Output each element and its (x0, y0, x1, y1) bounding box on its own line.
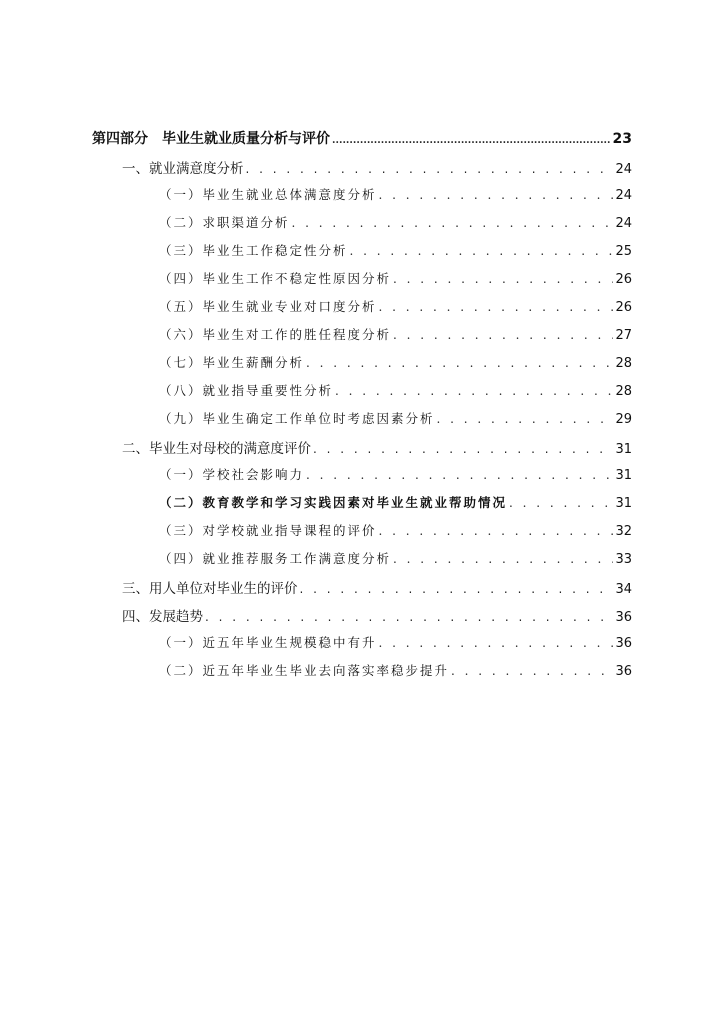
toc-entry[interactable] (122, 577, 632, 597)
toc-entry[interactable] (122, 605, 632, 625)
toc-leader-dots (306, 468, 613, 482)
toc-title: 一、就业满意度分析 (122, 161, 244, 177)
toc-leader-dots (379, 300, 614, 314)
toc-page-number: 28 (615, 384, 632, 399)
toc-entry[interactable] (159, 353, 632, 371)
toc-page-number: 32 (615, 524, 632, 539)
toc-entry[interactable] (159, 661, 632, 679)
toc-entry[interactable] (159, 381, 632, 399)
toc-leader-dots (379, 524, 614, 538)
toc-page-number: 29 (615, 412, 632, 427)
toc-leader-dots (313, 442, 613, 456)
toc-page-number: 34 (615, 582, 632, 597)
toc-part-heading[interactable] (92, 128, 632, 148)
toc-title: （四）就业推荐服务工作满意度分析 (159, 551, 392, 566)
toc-page-number: 26 (615, 272, 632, 287)
toc-leader-dots (306, 356, 613, 370)
toc-leader-dots (332, 135, 611, 146)
toc-page-number: 31 (615, 496, 632, 511)
toc-entry[interactable] (159, 297, 632, 315)
toc-entry[interactable] (159, 213, 632, 231)
toc-entry[interactable] (159, 465, 632, 483)
toc-leader-dots (451, 664, 613, 678)
toc-leader-dots (205, 610, 613, 624)
toc-entry[interactable] (159, 241, 632, 259)
toc-entry[interactable] (159, 493, 632, 511)
toc-title: （一）毕业生就业总体满意度分析 (159, 187, 377, 202)
toc-page-number: 24 (615, 188, 632, 203)
toc-leader-dots (246, 162, 614, 176)
toc-leader-dots (393, 328, 613, 342)
toc-title: （四）毕业生工作不稳定性原因分析 (159, 271, 392, 286)
toc-leader-dots (379, 188, 614, 202)
toc-entry[interactable] (122, 437, 632, 457)
toc-title: （二）近五年毕业生毕业去向落实率稳步提升 (159, 663, 450, 678)
toc-page-number: 31 (615, 442, 632, 457)
toc-title: （三）毕业生工作稳定性分析 (159, 243, 348, 258)
toc-page-number: 25 (615, 244, 632, 259)
toc-entry[interactable] (159, 633, 632, 651)
toc-page-number: 27 (615, 328, 632, 343)
toc-page-number: 24 (615, 216, 632, 231)
toc-title: （一）学校社会影响力 (159, 467, 305, 482)
toc-entry[interactable] (159, 549, 632, 567)
toc-leader-dots (437, 412, 614, 426)
toc-title: （六）毕业生对工作的胜任程度分析 (159, 327, 392, 342)
toc-title: （五）毕业生就业专业对口度分析 (159, 299, 377, 314)
toc-entry[interactable] (159, 269, 632, 287)
toc-entry[interactable] (122, 157, 632, 177)
toc-entry[interactable] (159, 185, 632, 203)
toc-page-number: 23 (612, 131, 632, 147)
toc-page-number: 28 (615, 356, 632, 371)
toc-leader-dots (509, 496, 613, 510)
toc-title: 四、发展趋势 (122, 609, 203, 625)
toc-title: （一）近五年毕业生规模稳中有升 (159, 635, 377, 650)
toc-leader-dots (350, 244, 614, 258)
toc-title: （八）就业指导重要性分析 (159, 383, 334, 398)
toc-title: （二）求职渠道分析 (159, 215, 290, 230)
toc-page-number: 36 (615, 610, 632, 625)
toc-title: 二、毕业生对母校的满意度评价 (122, 441, 311, 457)
toc-leader-dots (393, 552, 613, 566)
toc-leader-dots (292, 216, 614, 230)
toc-entry[interactable] (159, 325, 632, 343)
toc-title: 三、用人单位对毕业生的评价 (122, 581, 298, 597)
toc-page-number: 33 (615, 552, 632, 567)
toc-page-number: 26 (615, 300, 632, 315)
toc-title: （七）毕业生薪酬分析 (159, 355, 305, 370)
toc-title: 第四部分 毕业生就业质量分析与评价 (92, 131, 330, 147)
toc-entry[interactable] (159, 521, 632, 539)
toc-page-number: 36 (615, 636, 632, 651)
toc-title: （三）对学校就业指导课程的评价 (159, 523, 377, 538)
toc-page-number: 24 (615, 162, 632, 177)
toc-leader-dots (335, 384, 613, 398)
toc-page-number: 36 (615, 664, 632, 679)
toc-title: （九）毕业生确定工作单位时考虑因素分析 (159, 411, 435, 426)
toc-leader-dots (379, 636, 614, 650)
toc-leader-dots (393, 272, 613, 286)
toc-leader-dots (300, 582, 614, 596)
toc-page-number: 31 (615, 468, 632, 483)
toc-entry[interactable] (159, 409, 632, 427)
toc-title: （二）教育教学和学习实践因素对毕业生就业帮助情况 (159, 495, 508, 510)
